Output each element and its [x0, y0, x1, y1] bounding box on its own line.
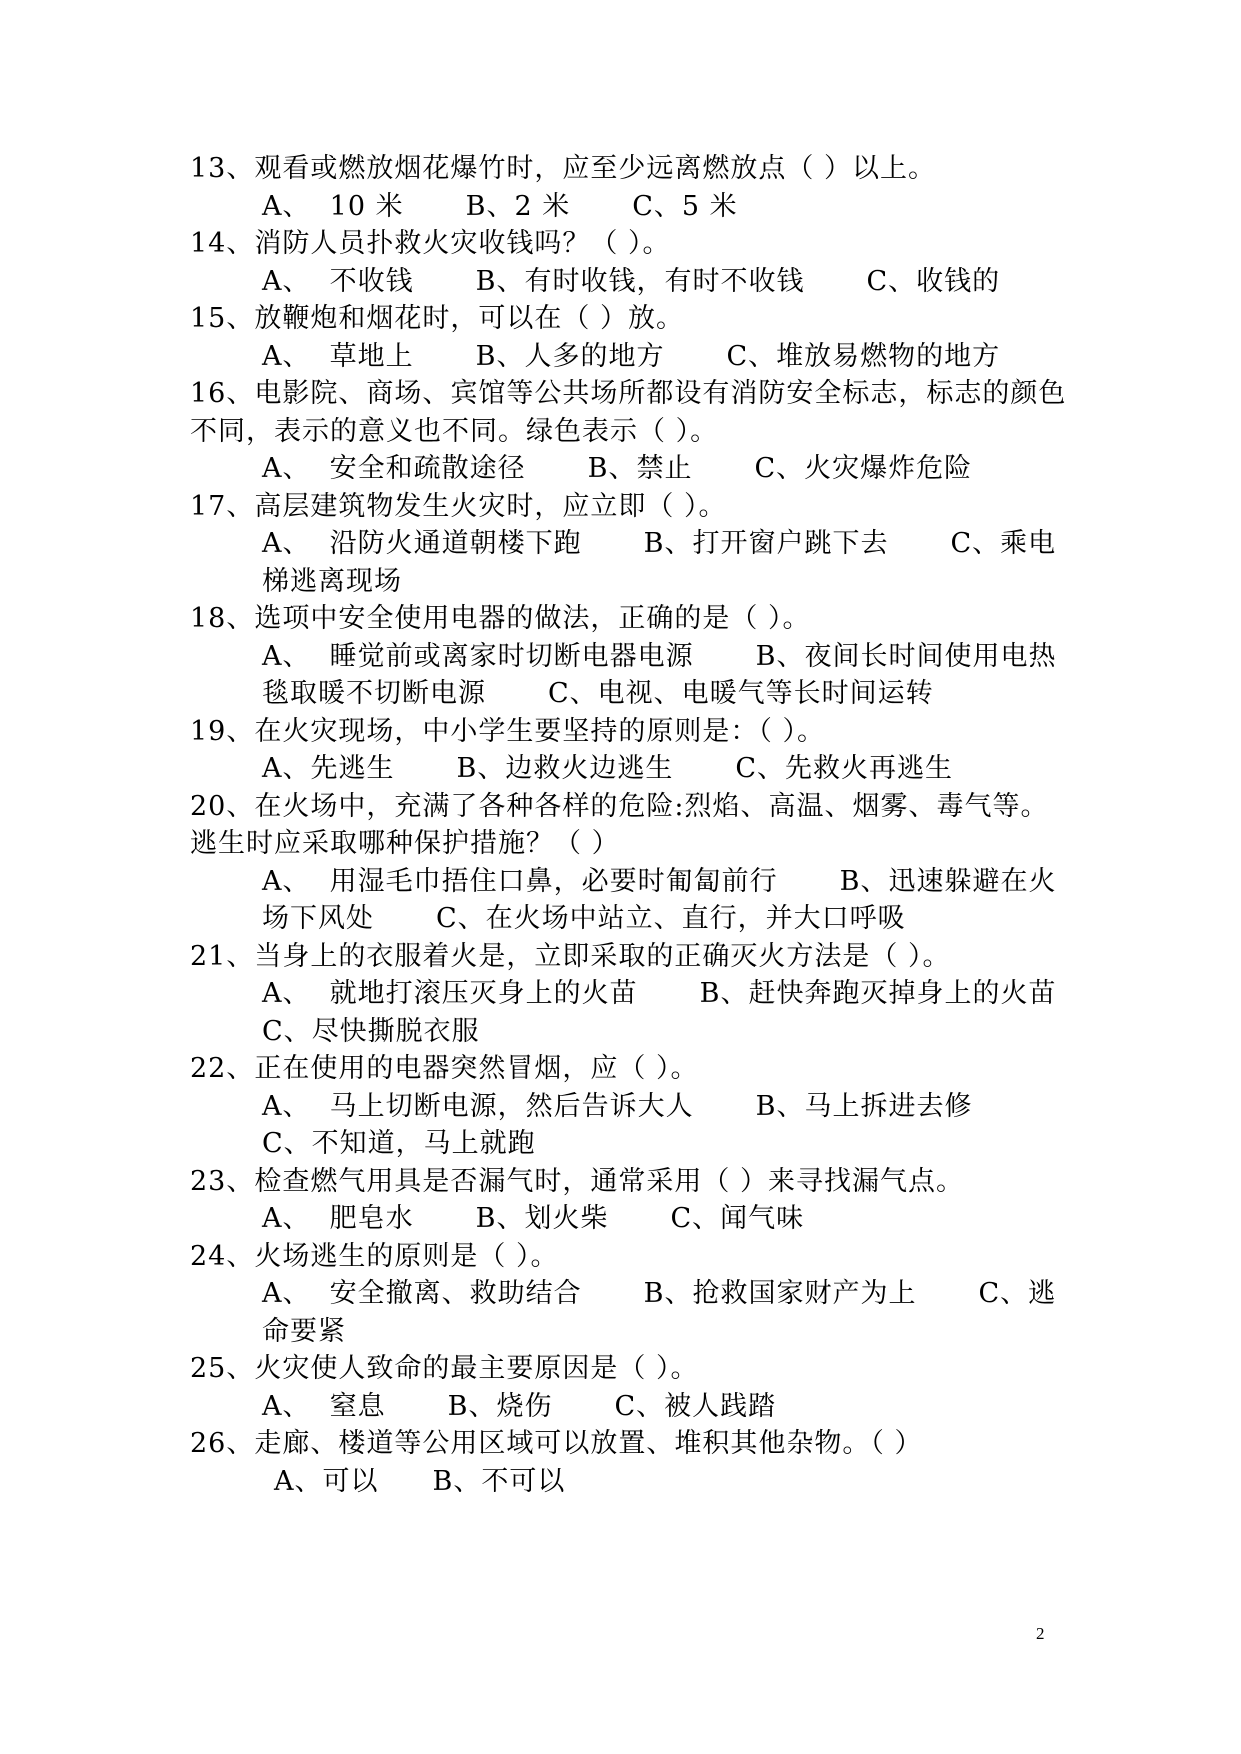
option-c: C、乘电梯逃离现场 — [262, 528, 1057, 597]
question-24: 24、火场逃生的原则是（ ）。 — [190, 1240, 559, 1272]
option-c: C、在火场中站立、直行，并大口呼吸 — [436, 903, 906, 934]
options-17 — [262, 525, 1070, 600]
option-b: B、不可以 — [432, 1465, 566, 1497]
options-21 — [262, 975, 1070, 1013]
options-22 — [262, 1088, 1070, 1126]
option-a: A、 10 米 — [262, 190, 404, 222]
option-c: C、堆放易燃物的地方 — [726, 340, 1001, 372]
question-13: 13、观看或燃放烟花爆竹时，应至少远离燃放点（ ）以上。 — [190, 153, 936, 184]
option-b: B、有时收钱，有时不收钱 — [475, 265, 805, 297]
question-22: 22、正在使用的电器突然冒烟，应（ ）。 — [190, 1053, 699, 1084]
options-15 — [262, 338, 1070, 376]
question-15: 15、放鞭炮和烟花时，可以在（ ）放。 — [190, 303, 684, 334]
option-a: A、 就地打滚压灭身上的火苗 — [262, 978, 638, 1009]
option-a: A、 睡觉前或离家时切断电器电源 — [262, 640, 694, 672]
option-c: C、5 米 — [632, 190, 738, 222]
option-b: B、2 米 — [465, 190, 571, 222]
option-a: A、 不收钱 — [262, 265, 414, 297]
option-c: C、电视、电暖气等长时间运转 — [548, 678, 934, 709]
question-14: 14、消防人员扑救火灾收钱吗？（ ）。 — [190, 228, 671, 259]
option-b: B、划火柴 — [475, 1203, 609, 1234]
page-number: 2 — [1036, 1624, 1045, 1643]
question-19: 19、在火灾现场，中小学生要坚持的原则是：（ ）。 — [190, 715, 825, 747]
options-21-line2 — [262, 1013, 1070, 1051]
question-16: 16、电影院、商场、宾馆等公共场所都设有消防安全标志，标志的颜色不同，表示的意义也不同。绿色表示（ ）。 — [190, 378, 1067, 447]
options-16 — [262, 450, 1070, 488]
options-14 — [262, 263, 1070, 301]
options-18 — [262, 638, 1070, 713]
option-a: A、 窒息 — [262, 1390, 386, 1422]
option-a: A、 用湿毛巾捂住口鼻，必要时匍匐前行 — [262, 865, 778, 897]
options-19 — [262, 750, 1070, 788]
option-c: C、先救火再逃生 — [735, 753, 954, 784]
question-21: 21、当身上的衣服着火是，立即采取的正确灭火方法是（ ）。 — [190, 940, 951, 972]
option-b: B、抢救国家财产为上 — [643, 1278, 917, 1309]
option-c: C、被人践踏 — [614, 1390, 777, 1422]
option-c: C、尽快撕脱衣服 — [262, 1015, 480, 1047]
options-26 — [274, 1463, 1070, 1501]
option-c: C、不知道，马上就跑 — [262, 1128, 536, 1159]
question-17: 17、高层建筑物发生火灾时，应立即（ ）。 — [190, 490, 727, 522]
option-c: C、收钱的 — [866, 265, 1001, 297]
option-b: B、人多的地方 — [475, 340, 665, 372]
question-23: 23、检查燃气用具是否漏气时，通常采用（ ）来寻找漏气点。 — [190, 1165, 964, 1197]
option-c: C、闻气味 — [670, 1203, 805, 1234]
options-20 — [262, 863, 1070, 938]
question-26: 26、走廊、楼道等公用区域可以放置、堆积其他杂物。（ ） — [190, 1428, 923, 1459]
option-a: A、 草地上 — [262, 340, 414, 372]
option-a: A、 肥皂水 — [262, 1203, 414, 1234]
option-b: B、夜间长时间使用电热毯取暖不切断电源 — [262, 640, 1057, 709]
option-a: A、 马上切断电源，然后告诉大人 — [262, 1090, 694, 1122]
options-23 — [262, 1200, 1070, 1238]
option-b: B、打开窗户跳下去 — [643, 528, 889, 559]
option-b: B、赶快奔跑灭掉身上的火苗 — [699, 978, 1057, 1009]
option-b: B、马上拆进去修 — [755, 1090, 973, 1122]
option-a: A、 安全撤离、救助结合 — [262, 1278, 582, 1309]
option-b: B、禁止 — [587, 453, 693, 484]
option-a: A、 安全和疏散途径 — [262, 453, 526, 484]
option-a: A、 沿防火通道朝楼下跑 — [262, 528, 582, 559]
option-c: C、火灾爆炸危险 — [754, 453, 973, 484]
question-18: 18、选项中安全使用电器的做法，正确的是（ ）。 — [190, 603, 811, 634]
option-a: A、先逃生 — [262, 753, 395, 784]
question-20: 20、在火场中，充满了各种各样的危险:烈焰、高温、烟雾、毒气等。逃生时应采取哪种保护措施？（ ） — [190, 790, 1049, 859]
options-22-line2 — [262, 1125, 1070, 1163]
option-a: A、可以 — [274, 1465, 379, 1497]
options-24 — [262, 1275, 1070, 1350]
option-b: B、烧伤 — [447, 1390, 553, 1422]
option-b: B、迅速躲避在火场下风处 — [262, 865, 1057, 934]
options-25 — [262, 1388, 1070, 1426]
question-25: 25、火灾使人致命的最主要原因是（ ）。 — [190, 1353, 699, 1384]
option-c: C、逃命要紧 — [262, 1278, 1057, 1347]
options-13 — [262, 188, 1070, 226]
option-b: B、边救火边逃生 — [456, 753, 674, 784]
question-list — [190, 150, 1070, 1500]
